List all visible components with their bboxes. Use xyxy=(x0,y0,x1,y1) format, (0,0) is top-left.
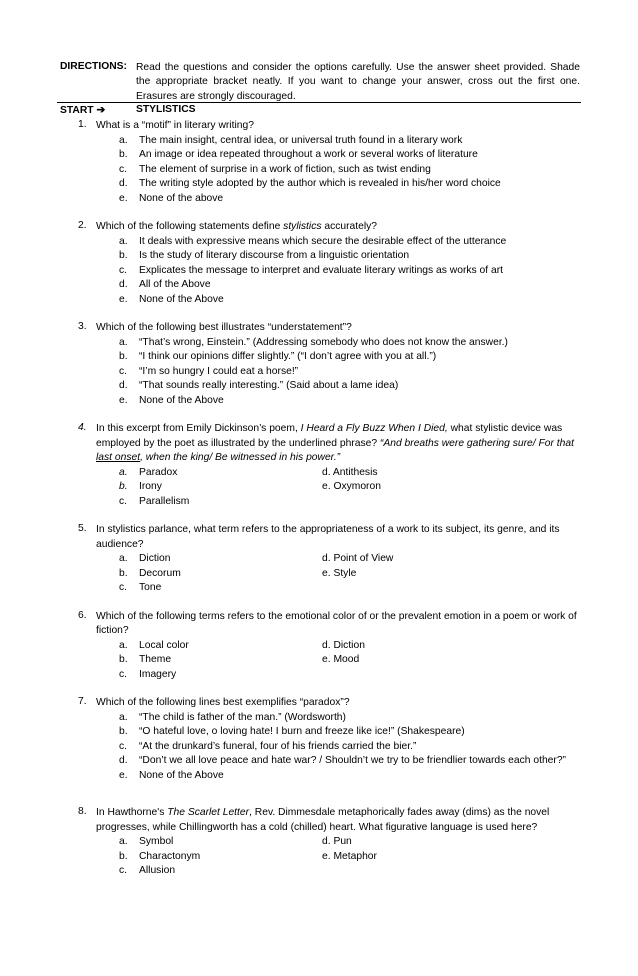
option: e. Mood xyxy=(322,654,360,665)
question-number: 7. xyxy=(78,696,87,707)
option: b. “O hateful love, o loving hate! I burn and freeze like ice!” (Shakespeare) xyxy=(119,726,465,737)
option: Local color xyxy=(139,639,189,651)
option: Charactonym xyxy=(139,850,201,862)
option: e. Oxymoron xyxy=(322,481,381,492)
option: d. Pun xyxy=(322,836,352,847)
option: Irony xyxy=(139,481,162,492)
question-4 xyxy=(0,422,580,466)
options-q7 xyxy=(0,711,638,784)
options-q2 xyxy=(0,235,638,308)
option: a. The main insight, central idea, or universal truth found in a literary work xyxy=(119,134,463,146)
option: d. “Don’t we all love peace and hate war? / Shouldn’t we try to be friendlier towards each other?” xyxy=(119,755,566,766)
question-text: Which of the following lines best exemplifies “paradox”? xyxy=(96,697,350,708)
option: d. All of the Above xyxy=(119,279,211,290)
option: e. None of the Above xyxy=(119,394,224,406)
option: b. Is the study of literary discourse from a linguistic orientation xyxy=(119,250,410,261)
option: e. Style xyxy=(322,567,357,579)
option: d. Point of View xyxy=(322,553,394,564)
option: c. Explicates the message to interpret and evaluate literary writings as works of art xyxy=(119,264,503,276)
arrow-right-icon: ➔ xyxy=(96,105,106,116)
option: Parallelism xyxy=(139,495,190,507)
option: d. Antithesis xyxy=(322,466,378,478)
question-number: 5. xyxy=(78,523,87,534)
option: a. “That’s wrong, Einstein.” (Addressing somebody who does not know the answer.) xyxy=(119,336,508,348)
question-text: Which of the following statements define stylistics accurately? xyxy=(96,221,378,232)
option: Symbol xyxy=(139,836,174,847)
option: d. The writing style adopted by the author which is revealed in his/her word choice xyxy=(119,178,501,189)
options-q8: a. Symbol d. Pun b. Charactonym e. Metaphor c. Allusion xyxy=(0,835,638,879)
question-3 xyxy=(0,321,580,336)
question-8 xyxy=(0,806,580,835)
option: d. Diction xyxy=(322,639,365,651)
question-2 xyxy=(0,220,580,235)
options-q6: a. Local color d. Diction b. Theme e. Mood c. Imagery xyxy=(0,639,638,683)
option: e. None of the above xyxy=(119,192,224,204)
option: Decorum xyxy=(139,567,181,579)
question-number: 8. xyxy=(78,806,87,817)
directions-text: Read the questions and consider the options carefully. Use the answer sheet provided. Shade the appropriate bracket neatly. If you want to change your answer, cross out the first one. Erasures are strongly discouraged. xyxy=(136,62,580,102)
options-q5: a. Diction d. Point of View b. Decorum e. Style c. Tone xyxy=(0,552,638,596)
underlined-phrase: last onset xyxy=(96,452,141,463)
question-1 xyxy=(0,119,580,134)
option: c. “At the drunkard’s funeral, four of his friends carried the bier.” xyxy=(119,740,417,752)
header-rule xyxy=(57,102,581,103)
question-number: 1. xyxy=(78,119,87,130)
options-q3 xyxy=(0,336,638,409)
question-text: Which of the following terms refers to the emotional color of or the prevalent emotion in a poem or work of fiction? xyxy=(96,610,577,636)
option: Tone xyxy=(139,582,162,593)
option: d. “That sounds really interesting.” (Said about a lame idea) xyxy=(119,380,399,391)
question-list xyxy=(0,119,638,879)
option: Imagery xyxy=(139,668,177,680)
option: a. “The child is father of the man.” (Wordsworth) xyxy=(119,711,346,723)
question-text: In Hawthorne's The Scarlet Letter, Rev. Dimmesdale metaphorically fades away (dims) as the novel progresses, while Chillingworth has a cold (chilled) heart. What figurative language is used here? xyxy=(96,807,550,833)
option: c. “I’m so hungry I could eat a horse!” xyxy=(119,365,299,377)
question-text: What is a “motif” in literary writing? xyxy=(96,120,254,131)
directions-label: DIRECTIONS: xyxy=(60,61,127,72)
options-q1 xyxy=(0,134,638,207)
options-q4: a. Paradox d. Antithesis b. Irony e. Oxymoron c. Parallelism xyxy=(0,466,638,510)
option: e. Metaphor xyxy=(322,850,377,862)
option: b. An image or idea repeated throughout a work or several works of literature xyxy=(119,149,478,160)
question-5 xyxy=(0,523,580,552)
option: a. It deals with expressive means which secure the desirable effect of the utterance xyxy=(119,235,507,247)
option: Theme xyxy=(139,654,172,665)
option: Paradox xyxy=(139,466,178,478)
question-6 xyxy=(0,610,580,639)
option: e. None of the Above xyxy=(119,769,224,781)
question-text: In this excerpt from Emily Dickinson’s poem, I Heard a Fly Buzz When I Died, what stylistic device was employed by the poet as illustrated by the underlined phrase? “And breaths were gathering sure/ For that last onset, when the king/ Be witnessed in his power.” xyxy=(96,423,574,463)
topic-title: STYLISTICS xyxy=(136,104,196,115)
option: c. The element of surprise in a work of fiction, such as twist ending xyxy=(119,163,431,175)
option: Allusion xyxy=(139,865,176,876)
option: b. “I think our opinions differ slightly.” (“I don’t agree with you at all.”) xyxy=(119,351,437,362)
question-text: In stylistics parlance, what term refers to the appropriateness of a work to its subject, its genre, and its audience? xyxy=(96,524,560,550)
question-7 xyxy=(0,696,580,711)
question-number: 4. xyxy=(78,422,87,433)
question-number: 3. xyxy=(78,321,87,332)
question-number: 2. xyxy=(78,220,87,231)
question-text: Which of the following best illustrates “understatement”? xyxy=(96,322,352,333)
option: e. None of the Above xyxy=(119,293,224,305)
start-label: START ➔ xyxy=(60,105,106,116)
question-number: 6. xyxy=(78,609,87,621)
option: Diction xyxy=(139,553,171,564)
